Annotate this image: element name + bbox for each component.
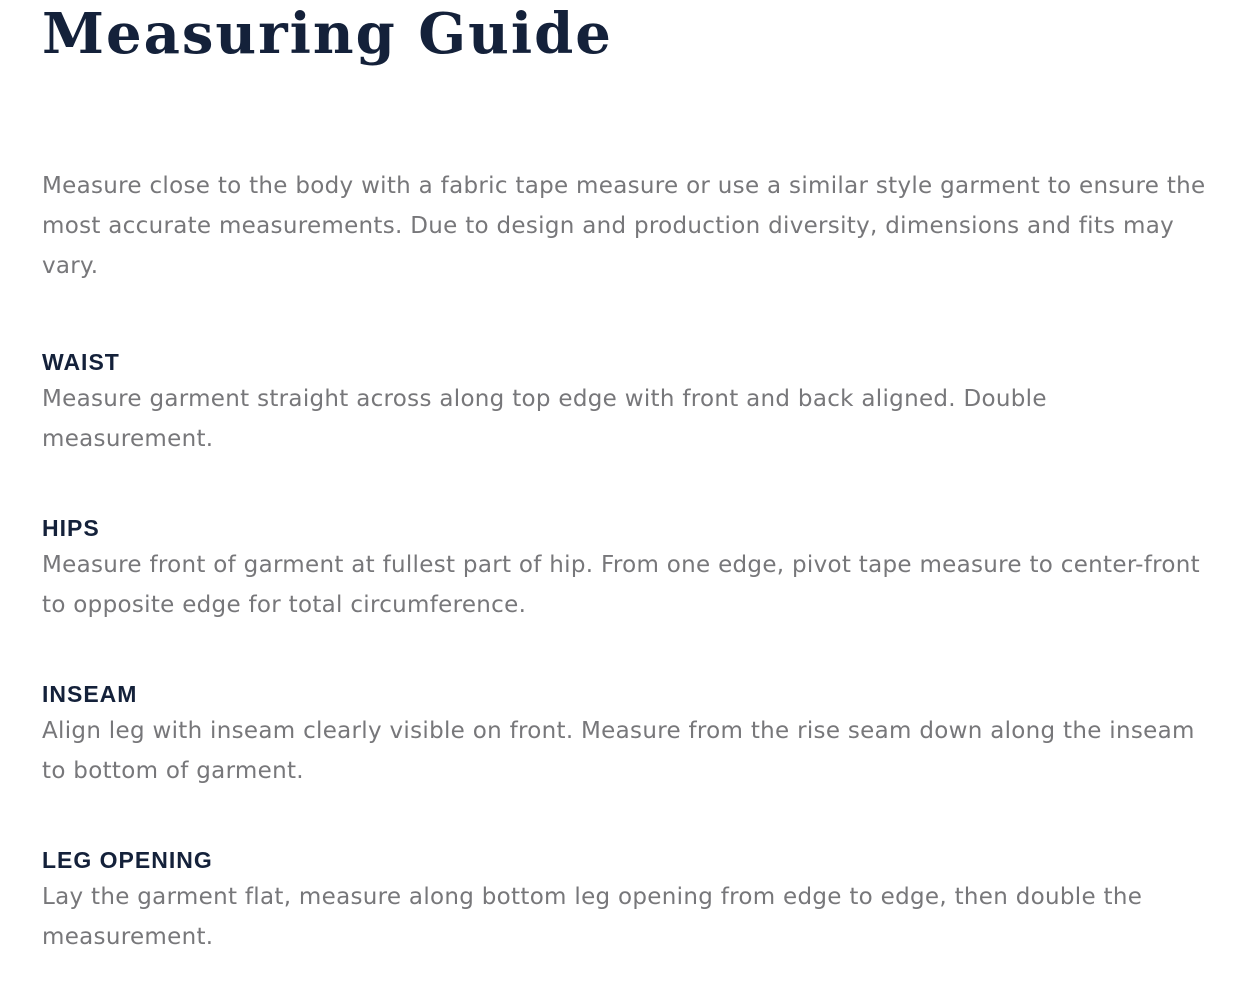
section-leg-opening: [42, 845, 1214, 957]
section-text-hips: Measure front of garment at fullest part of hip. From one edge, pivot tape measure to center-front to opposite edge for total circumference.: [42, 552, 1200, 618]
page-title: Measuring Guide: [42, 1, 613, 67]
section-text-leg-opening: Lay the garment flat, measure along bottom leg opening from edge to edge, then double the measurement.: [42, 884, 1143, 950]
intro-paragraph: Measure close to the body with a fabric tape measure or use a similar style garment to ensure the most accurate measurements. Due to design and production diversity, dimensions and fits may vary.: [42, 173, 1206, 279]
section-text-waist: Measure garment straight across along top edge with front and back aligned. Double measurement.: [42, 386, 1047, 452]
section-heading-hips: HIPS: [42, 515, 100, 541]
section-heading-inseam: INSEAM: [42, 681, 138, 707]
section-heading-waist: WAIST: [42, 349, 120, 375]
section-hips: [42, 513, 1214, 625]
section-text-inseam: Align leg with inseam clearly visible on front. Measure from the rise seam down along the inseam to bottom of garment.: [42, 718, 1195, 784]
section-waist: [42, 347, 1214, 459]
section-heading-leg-opening: LEG OPENING: [42, 847, 213, 873]
section-inseam: [42, 679, 1214, 791]
